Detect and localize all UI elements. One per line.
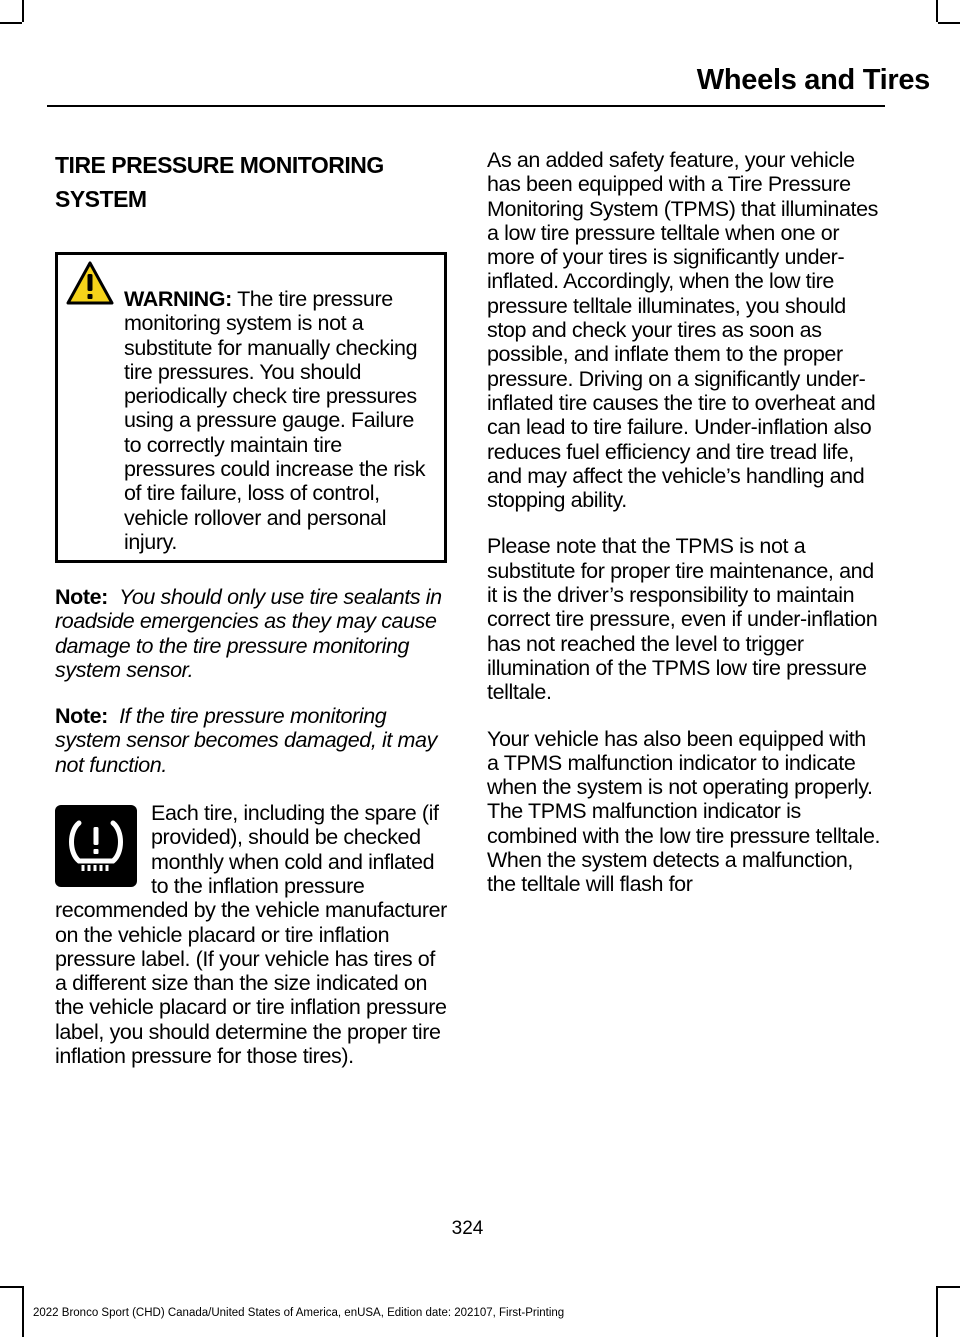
crop-mark <box>936 0 938 22</box>
paragraph: As an added safety feature, your vehicle has been equipped with a Tire Pressure Monitoring System (TPMS) that illuminates a low tire pressure telltale when one or more of your tires is significantly under-inflated. Accordingly, when the low tire pressure telltale illuminates, you should stop and check your tires as soon as possible, and inflate them to the proper pressure. Driving on a significantly under-inflated tire causes the tire to overheat and can lead to tire failure. Under-inflation also reduces fuel efficiency and tire tread life, and may affect the vehicle’s handling and stopping ability. <box>487 148 879 513</box>
tpms-low-pressure-icon <box>55 805 137 887</box>
crop-mark <box>936 1286 938 1337</box>
crop-mark <box>22 0 24 22</box>
note-label: Note: <box>55 585 108 609</box>
edition-footer: 2022 Bronco Sport (CHD) Canada/United States of America, enUSA, Edition date: 202107, First-Printing <box>33 1307 565 1319</box>
page-number: 324 <box>451 1218 484 1239</box>
warning-body: The tire pressure monitoring system is not a substitute for manually checking tire pressures. You should periodically check tire pressures using a pressure gauge. Failure to correctly maintain tire pressures could increase the risk of tire failure, loss of control, vehicle rollover and personal injury. <box>124 287 426 554</box>
crop-mark <box>938 1286 960 1288</box>
note <box>55 585 447 682</box>
tire-check-text: Each tire, including the spare (if provided), should be checked monthly when cold and inflated to the inflation pressure recommended by the vehicle manufacturer on the vehicle placard or tire inflation pressure label. (If your vehicle has tires of a different size than the size indicated on the vehicle placard or tire inflation pressure label, you should determine the proper tire inflation pressure for those tires). <box>55 801 447 1069</box>
right-column <box>487 148 882 897</box>
warning-text <box>66 263 436 554</box>
paragraph: Please note that the TPMS is not a substitute for proper tire maintenance, and it is the driver’s responsibility to maintain correct tire pressure, even if under-inflation has not reached the level to trigger illumination of the TPMS low tire pressure telltale. <box>487 534 878 705</box>
header-rule <box>47 105 885 107</box>
section-heading <box>55 148 447 216</box>
heading-line: TIRE PRESSURE MONITORING <box>55 152 384 178</box>
tire-check-paragraph <box>55 801 447 1068</box>
crop-mark <box>0 22 22 24</box>
paragraph: Your vehicle has also been equipped with a TPMS malfunction indicator to indicate when the system is not operating properly. The TPMS malfunction indicator is combined with the low tire pressure telltale. When the system detects a malfunction, the telltale will flash for <box>487 726 881 897</box>
note-text: You should only use tire sealants in roadside emergencies as they may cause damage to the tire pressure monitoring system sensor. <box>55 585 442 682</box>
left-column <box>55 148 447 1068</box>
warning-box <box>55 252 447 563</box>
note-text: If the tire pressure monitoring system sensor becomes damaged, it may not function. <box>55 704 437 777</box>
crop-mark <box>22 1286 24 1337</box>
warning-label: WARNING: <box>124 287 232 311</box>
note-label: Note: <box>55 704 108 729</box>
crop-mark <box>0 1286 22 1288</box>
heading-line: SYSTEM <box>55 186 147 212</box>
warning-triangle-icon <box>66 261 114 305</box>
crop-mark <box>938 22 960 24</box>
section-title: Wheels and Tires <box>696 64 930 96</box>
note <box>55 704 447 777</box>
